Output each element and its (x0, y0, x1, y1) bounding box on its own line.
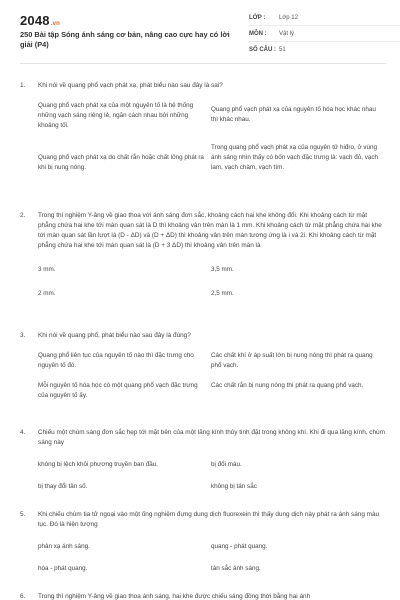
question-text: Khi chiếu chùm tia tử ngoại vào một ống nghiệm đựng dung dịch fluorexein thì thấy dung dịch này phát ra ánh sáng màu lục. Đó là hiện tượng (38, 511, 380, 528)
question-5 (20, 510, 386, 574)
options-grid (38, 542, 386, 574)
option-a[interactable]: 3 mm. (38, 266, 56, 273)
question-number: 1. (20, 82, 26, 89)
meta-key: SỐ CÂU : (249, 47, 276, 53)
option-c[interactable]: 2 mm. (38, 290, 56, 297)
meta-row-count (249, 42, 400, 58)
option-c[interactable]: Mỗi nguyên tố hóa học có một quang phổ vạch đặc trưng của nguyên tố ấy. (38, 382, 198, 399)
site-logo[interactable] (20, 13, 60, 28)
question-text: Trong thí nghiệm Y-âng về giao thoa ánh sáng, hai khe được chiếu sáng đồng thời bằng hai ánh (38, 593, 311, 600)
option-d[interactable]: 2,5 mm. (211, 290, 234, 297)
meta-value: Vật lý (279, 30, 295, 37)
option-b[interactable]: Quang phổ vạch phát xạ của nguyên tố hóa học khác nhau thì khác nhau. (211, 106, 376, 123)
meta-value: 51 (279, 47, 286, 53)
option-d[interactable]: tán sắc ánh sáng. (211, 565, 261, 572)
question-text: Trong thí nghiệm Y-âng về giao thoa với ánh sáng đơn sắc, khoảng cách hai khe không đổi. Khi khoảng cách từ mặt phẳng chứa hai khe tới màn quan sát là D thì khoảng vân trên màn là 1 mm. Khi khoảng cách từ mặt phẳng chứa hai khe tới màn quan sát lần lượt là (D - ΔD) và (D + ΔD) thì khoảng vân trên màn tương ứng là i và 2i. Khi khoảng cách từ mặt phẳng chứa hai khe tới màn quan sát là (D + 3 ΔD) thì khoảng vân trên màn là (38, 212, 382, 249)
question-1 (20, 81, 386, 173)
question-3 (20, 331, 386, 401)
option-d[interactable]: không bị tán sắc (211, 483, 257, 490)
options-grid (38, 460, 386, 492)
option-c[interactable]: hóa - phát quang. (38, 565, 88, 572)
options-grid (38, 101, 386, 173)
question-2 (20, 211, 386, 299)
question-number: 5. (20, 511, 26, 518)
question-number: 4. (20, 429, 26, 436)
meta-table (249, 10, 400, 58)
option-c[interactable]: bị thay đổi tần số. (38, 483, 88, 490)
question-text: Chiếu một chùm sáng đơn sắc hẹp tới mặt bên của một lăng kính thủy tinh đặt trong không khí. Khi đi qua lăng kính, chùm sáng này (38, 429, 385, 446)
question-number: 3. (20, 332, 26, 339)
meta-key: LỚP : (249, 14, 266, 21)
option-b[interactable]: Các chất khí ở áp suất lớn bị nung nóng thì phát ra quang phổ vạch. (211, 352, 373, 369)
question-4 (20, 428, 386, 492)
question-number: 6. (20, 593, 26, 600)
meta-key: MÔN : (249, 30, 267, 37)
option-b[interactable]: 3,5 mm. (211, 266, 234, 273)
option-c[interactable]: Quang phổ vạch phát xạ do chất rắn hoặc chất lỏng phát ra khi bị nung nóng. (38, 154, 204, 171)
meta-row-subject (249, 26, 400, 42)
option-d[interactable]: Các chất rắn bị nung nóng thì phát ra quang phổ vạch. (211, 382, 364, 389)
option-d[interactable]: Trong quang phổ vạch phát xạ của nguyên tử hiđro, ở vùng ánh sáng nhìn thấy có bốn vạch đặc trưng là: vạch đỏ, vạch lam, vạch chàm, vạch tím. (211, 144, 378, 171)
question-text: Khi nói về quang phổ vạch phát xạ, phát biểu nào sau đây là sai? (38, 82, 223, 89)
meta-value: Lớp 12 (279, 14, 298, 21)
question-number: 2. (20, 212, 26, 219)
option-b[interactable]: bị đổi màu. (211, 461, 242, 468)
question-6 (20, 592, 386, 600)
option-b[interactable]: quang - phát quang. (211, 543, 268, 550)
logo-suffix: .vn (50, 21, 61, 27)
option-a[interactable]: Quang phổ liên tục của nguyên tố nào thì đặc trưng cho nguyên tố đó. (38, 352, 194, 369)
options-grid (38, 265, 386, 299)
option-a[interactable]: phản xạ ánh sáng. (38, 543, 90, 550)
options-grid (38, 351, 386, 401)
meta-row-class (249, 10, 400, 26)
document-header (20, 0, 386, 64)
question-text: Khi nói về quang phổ, phát biểu nào sau đây là đúng? (38, 332, 191, 339)
option-a[interactable]: Quang phổ vạch phát xạ của một nguyên tố là hệ thống những vạch sáng riêng lẻ, ngăn cách nhau bởi những khoảng tối. (38, 102, 194, 129)
page-title: 250 Bài tập Sóng ánh sáng cơ bản, nâng cao cực hay có lời giải (P4) (20, 30, 230, 49)
option-a[interactable]: không bị lệch khỏi phương truyền ban đầu. (38, 461, 159, 468)
logo-text: 2048 (20, 13, 50, 28)
